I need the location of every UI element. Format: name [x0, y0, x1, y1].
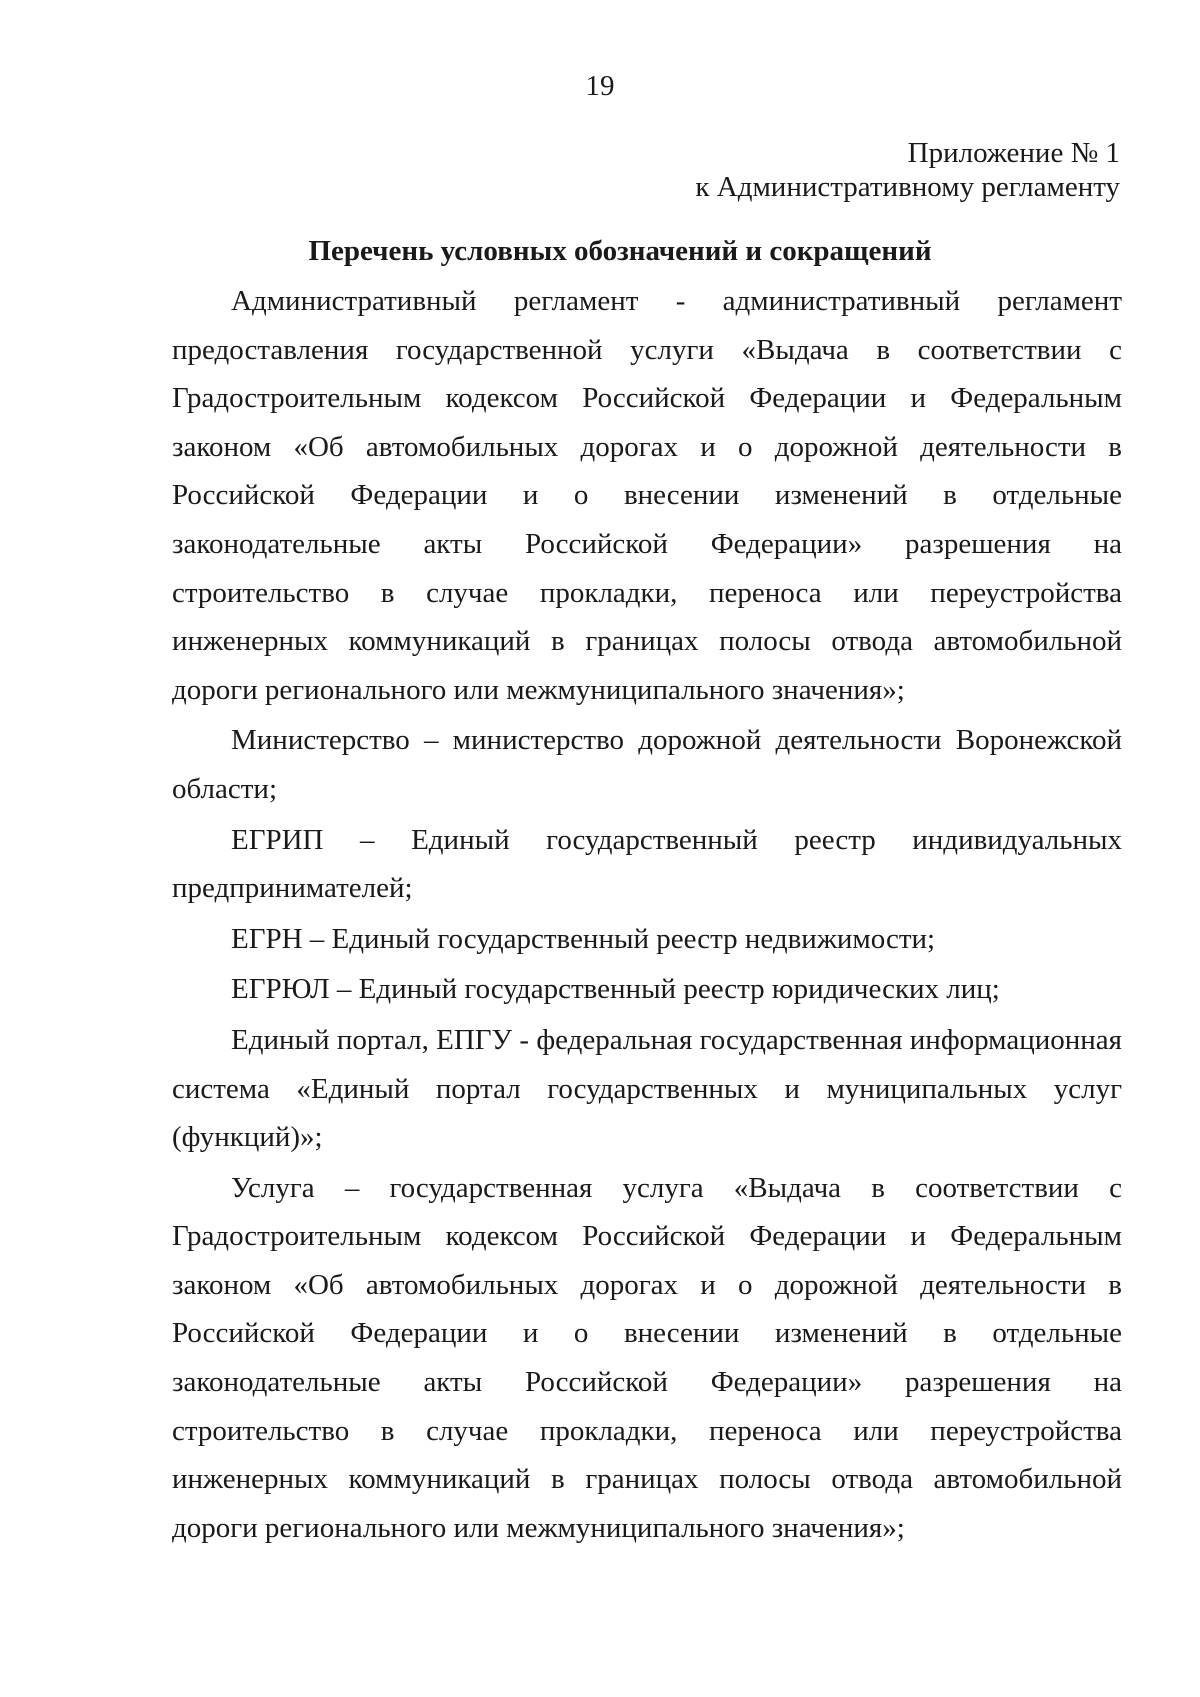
appendix-label [695, 136, 1120, 204]
document-heading: Перечень условных обозначений и сокращений [308, 235, 932, 267]
appendix-line-2: к Административному регламенту [695, 171, 1120, 203]
page-number: 19 [585, 70, 615, 102]
paragraph-service: Услуга – государственная услуга «Выдача в соответствии с Градостроительным кодексом Российской Федерации и Федеральным законом «Об автомобильных дорогах и о дорожной деятельности в Российской Федерации и о внесении изменений в отдельные законодательные акты Российской Федерации» разрешения на строительство в случае прокладки, переноса или переустройства инженерных коммуникаций в границах полосы отвода автомобильной дороги регионального или межмуниципального значения»; [172, 1171, 1122, 1544]
paragraph-egrul: ЕГРЮЛ – Единый государственный реестр юридических лиц; [231, 973, 1000, 1006]
paragraph-epgu: Единый портал, ЕПГУ - федеральная государственная информационная система «Единый портал государственных и муниципальных услуг (функций)»; [172, 1023, 1122, 1154]
appendix-line-1: Приложение № 1 [907, 137, 1120, 169]
document-body [172, 277, 1122, 1554]
paragraph-ministry: Министерство – министерство дорожной деятельности Воронежской области; [172, 724, 1122, 805]
paragraph-admin-regulation: Административный регламент - административный регламент предоставления государственной услуги «Выдача в соответствии с Градостроительным кодексом Российской Федерации и Федеральным законом «Об автомобильных дорогах и о дорожной деятельности в Российской Федерации и о внесении изменений в отдельные законодательные акты Российской Федерации» разрешения на строительство в случае прокладки, переноса или переустройства инженерных коммуникаций в границах полосы отвода автомобильной дороги регионального или межмуниципального значения»; [172, 285, 1122, 706]
paragraph-egrip: ЕГРИП – Единый государственный реестр индивидуальных предпринимателей; [172, 823, 1122, 905]
paragraph-egrn: ЕГРН – Единый государственный реестр недвижимости; [231, 922, 936, 955]
